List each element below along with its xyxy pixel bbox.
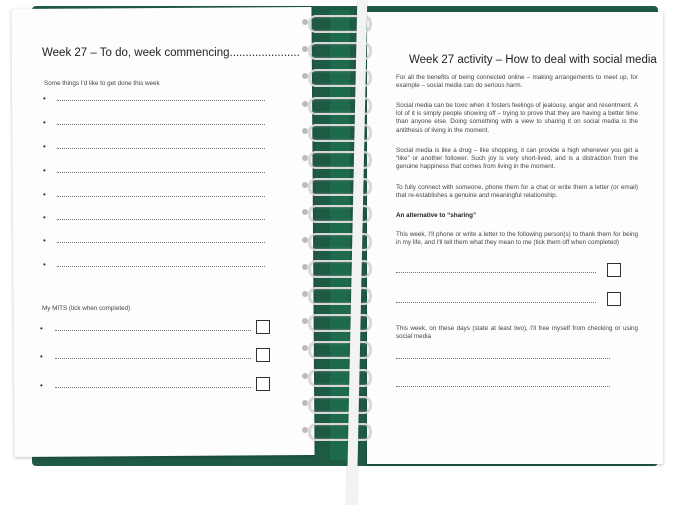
spiral-ring — [308, 233, 372, 251]
paragraph-4: To fully connect with someone, phone them for a chat or write them a letter (or email) that re-establishes a genuine and meaningful relationship. — [396, 184, 638, 200]
mits-label: My MITS (tick when completed) — [42, 305, 131, 312]
todo-bullet: • — [43, 260, 46, 269]
todo-bullet: • — [43, 190, 46, 199]
spiral-binding — [300, 15, 380, 455]
todo-bullet: • — [43, 118, 46, 127]
todo-line[interactable] — [57, 242, 265, 243]
punch-hole — [302, 373, 308, 379]
spiral-ring — [308, 341, 372, 359]
todo-bullet: • — [43, 236, 46, 245]
days-line-1[interactable] — [396, 358, 610, 359]
thanks-line-2[interactable] — [396, 302, 596, 303]
mits-checkbox[interactable] — [256, 348, 270, 362]
mits-line[interactable] — [55, 387, 251, 388]
punch-hole — [302, 128, 308, 134]
punch-hole — [302, 291, 308, 297]
punch-hole — [302, 400, 308, 406]
instruction-social-free: This week, on these days (state at least two), I'll free myself from checking or using social media — [396, 325, 638, 341]
todo-bullet: • — [43, 166, 46, 175]
punch-hole — [302, 155, 308, 161]
spiral-ring — [308, 369, 372, 387]
left-page-title: Week 27 – To do, week commencing...................... — [42, 47, 300, 59]
todo-line[interactable] — [57, 196, 265, 197]
mits-line[interactable] — [55, 330, 251, 331]
todo-label: Some things I'd like to get done this week — [44, 80, 160, 87]
todo-line[interactable] — [57, 219, 265, 220]
spiral-ring — [308, 260, 372, 278]
thanks-line-1[interactable] — [396, 272, 596, 273]
spiral-ring — [308, 314, 372, 332]
todo-bullet: • — [43, 94, 46, 103]
punch-hole — [302, 101, 308, 107]
thanks-checkbox-2[interactable] — [607, 292, 621, 306]
days-line-2[interactable] — [396, 386, 610, 387]
todo-line[interactable] — [57, 266, 265, 267]
punch-hole — [302, 19, 308, 25]
mits-line[interactable] — [55, 358, 251, 359]
instruction-thanks: This week, I'll phone or write a letter to the following person(s) to thank them for being in my life, and I'll tell them what they mean to me (tick them off when completed) — [396, 231, 638, 247]
todo-line[interactable] — [57, 100, 265, 101]
thanks-checkbox-1[interactable] — [607, 263, 621, 277]
paragraph-3: Social media is like a drug – like shopping, it can provide a high whenever you get a “like” or another follower. Such joy is very short-lived, and is a distraction from the genuine happiness that comes from living in the moment. — [396, 147, 638, 171]
todo-line[interactable] — [57, 124, 265, 125]
todo-line[interactable] — [57, 172, 265, 173]
punch-hole — [302, 427, 308, 433]
paragraph-2: Social media can be toxic when it fosters feelings of jealousy, anger and resentment. A lot of it is simply people showing off – trying to prove that they are having a better time than anyone else. Doing something with a view to sharing it on social media is the antithesis of living in the moment. — [396, 102, 638, 134]
mits-bullet: • — [40, 324, 43, 333]
todo-line[interactable] — [57, 148, 265, 149]
mits-checkbox[interactable] — [256, 377, 270, 391]
todo-bullet: • — [43, 142, 46, 151]
right-page-title: Week 27 activity – How to deal with social media — [409, 54, 657, 66]
subheading-sharing: An alternative to “sharing” — [396, 212, 477, 219]
spiral-ring — [308, 287, 372, 305]
spiral-ring — [308, 423, 372, 441]
todo-bullet: • — [43, 213, 46, 222]
punch-hole — [302, 264, 308, 270]
punch-hole — [302, 237, 308, 243]
mits-bullet: • — [40, 381, 43, 390]
mits-checkbox[interactable] — [256, 320, 270, 334]
paragraph-1: For all the benefits of being connected online – making arrangements to meet up, for example – social media can do serious harm. — [396, 74, 638, 90]
spiral-ring — [308, 396, 372, 414]
mits-bullet: • — [40, 352, 43, 361]
